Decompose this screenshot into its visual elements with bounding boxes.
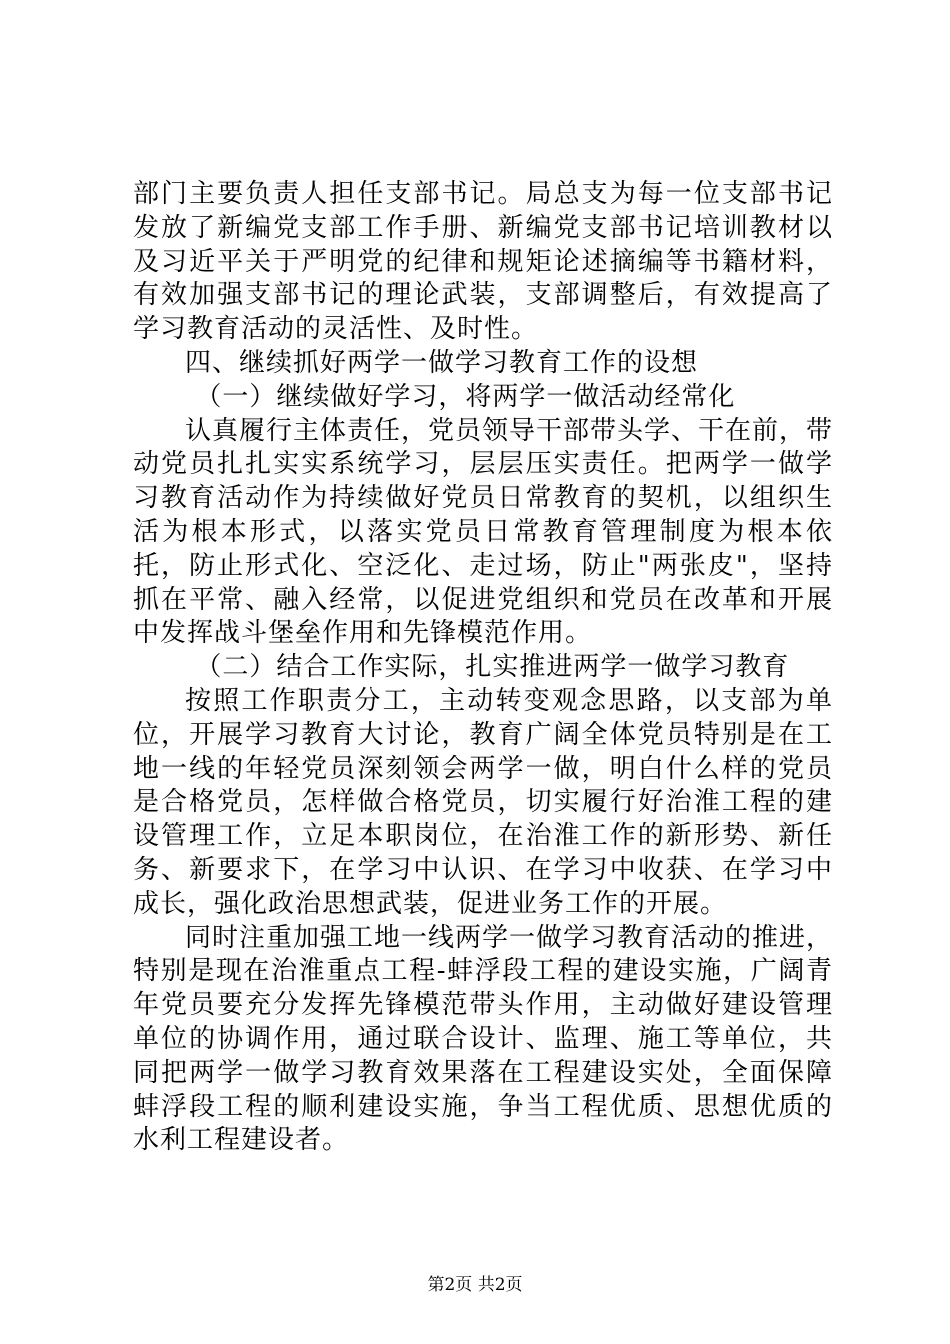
subsection-heading-2: （二）结合工作实际，扎实推进两学一做学习教育 bbox=[195, 652, 790, 683]
subsection-heading-1: （一）继续做好学习，将两学一做活动经常化 bbox=[195, 381, 736, 412]
paragraph: 认真履行主体责任，党员领导干部带头学、干在前，带动党员扎扎实实系统学习，层层压实责任。把两学一做学习教育活动作为持续做好党员日常教育的契机，以组织生活为根本形式，以落实党员日常教育管理制度为根本依托，防止形式化、空泛化、走过场，防止"两张皮"，坚持抓在平常、融入经常，以促进党组织和党员在改革和开展中发挥战斗堡垒作用和先锋模范作用。 bbox=[133, 415, 834, 649]
paragraph: 同时注重加强工地一线两学一做学习教育活动的推进，特别是现在治淮重点工程-蚌浮段工程的建设实施，广阔青年党员要充分发挥先锋模范带头作用，主动做好建设管理单位的协调作用，通过联合设计、监理、施工等单位，共同把两学一做学习教育效果落在工程建设实处，全面保障蚌浮段工程的顺利建设实施，争当工程优质、思想优质的水利工程建设者。 bbox=[133, 922, 834, 1156]
page-footer: 第2页 共2页 bbox=[427, 1275, 523, 1295]
paragraph-continuation: 部门主要负责人担任支部书记。局总支为每一位支部书记发放了新编党支部工作手册、新编党支部书记培训教材以及习近平关于严明党的纪律和规矩论述摘编等书籍材料，有效加强支部书记的理论武装，支部调整后，有效提高了学习教育活动的灵活性、及时性。 bbox=[133, 179, 833, 345]
paragraph: 按照工作职责分工，主动转变观念思路，以支部为单位，开展学习教育大讨论，教育广阔全体党员特别是在工地一线的年轻党员深刻领会两学一做，明白什么样的党员是合格党员，怎样做合格党员，切实履行好治淮工程的建设管理工作，立足本职岗位，在治淮工作的新形势、新任务、新要求下，在学习中认识、在学习中收获、在学习中成长，强化政治思想武装，促进业务工作的开展。 bbox=[133, 685, 833, 919]
document-body bbox=[133, 178, 833, 1158]
section-heading: 四、继续抓好两学一做学习教育工作的设想 bbox=[185, 347, 699, 378]
